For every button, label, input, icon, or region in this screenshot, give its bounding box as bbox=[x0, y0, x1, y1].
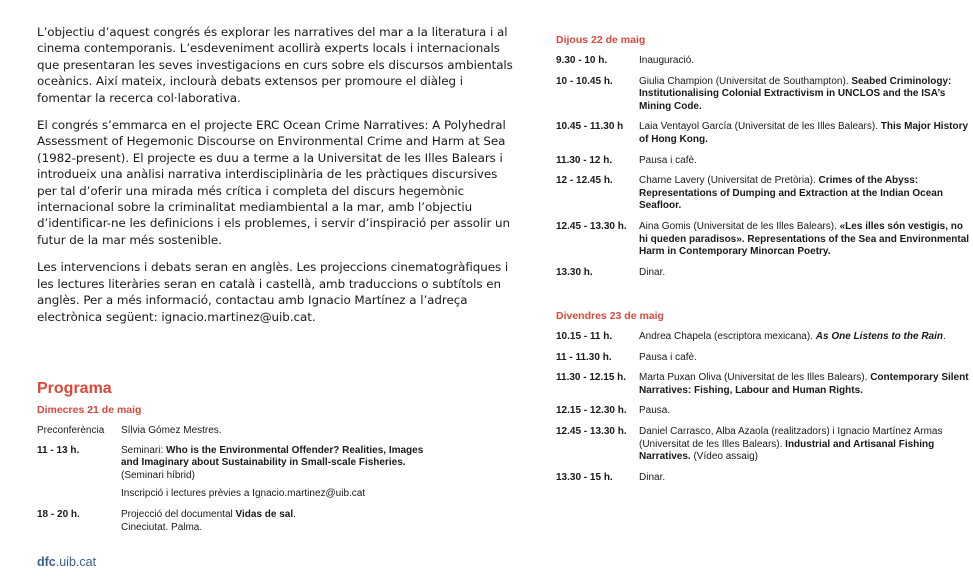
schedule-description: Seminari: Who is the Environmental Offender? Realities, Images and Imaginary about Sustainability in Small-scale Fisheries. (Seminari híbrid) bbox=[121, 444, 424, 481]
schedule-time: 10.15 - 11 h. bbox=[556, 331, 613, 342]
schedule-description: Aina Gomis (Universitat de les Illes Balears). «Les illes són vestigis, no hi queden paradisos». Representations of the Sea and Environmental Harm in Contemporary Minorcan Poetry. bbox=[639, 220, 970, 258]
schedule-description: Marta Puxan Oliva (Universitat de les Illes Balears). Contemporary Silent Narratives: Fishing, Labour and Human Rights. bbox=[639, 372, 969, 396]
schedule-row bbox=[556, 405, 971, 418]
schedule-description: Inauguració. bbox=[639, 55, 695, 66]
preconference-speaker: Sílvia Gómez Mestres. bbox=[121, 425, 222, 436]
footer-url-bold: dfc bbox=[37, 555, 56, 569]
schedule-row bbox=[556, 352, 971, 365]
schedule-row bbox=[556, 55, 971, 68]
schedule-time: 13.30 - 15 h. bbox=[556, 471, 613, 483]
registration-note: Inscripció i lectures prèvies a Ignacio.martinez@uib.cat bbox=[121, 488, 366, 500]
schedule-description: Charne Lavery (Universitat de Pretòria). Crimes of the Abyss: Representations of Dumping and Extraction at the Indian Ocean Seafloor. bbox=[639, 175, 943, 212]
schedule-row bbox=[556, 155, 971, 168]
schedule-time: 13.30 h. bbox=[556, 266, 593, 278]
schedule-time: 11 - 11.30 h. bbox=[556, 351, 612, 363]
schedule-description: Giulia Champion (Universitat de Southampton). Seabed Criminology: Institutionalising Colonial Extractivism in UNCLOS and the ISA’s Mining Code. bbox=[639, 75, 952, 112]
schedule-time: 12.45 - 13.30 h. bbox=[556, 220, 627, 232]
schedule-description: Dinar. bbox=[639, 471, 666, 483]
schedule-row bbox=[556, 267, 971, 280]
day-title-wednesday: Dimecres 21 de maig bbox=[37, 404, 142, 416]
schedule-time: 10 - 10.45 h. bbox=[556, 75, 613, 87]
friday-schedule bbox=[556, 310, 971, 484]
schedule-time: 9.30 - 10 h. bbox=[556, 55, 608, 66]
preconference-label: Preconferència bbox=[37, 425, 105, 436]
schedule-description: Pausa i cafè. bbox=[639, 154, 697, 166]
schedule-description: Laia Ventayol García (Universitat de les Illes Balears). This Major History of Hong Kong. bbox=[639, 121, 969, 145]
intro-paragraph-2: El congrés s’emmarca en el projecte ERC Ocean Crime Narratives: A Polyhedral Assessment of Hegemonic Discourse on Environmental Crime and Harm at Sea (1982-present). El projecte es duu a terme a la Universitat de les Illes Balears i introdueix una anàlisi narrativa interdisciplinària de les pràctiques discursives per tal d’oferir una mirada més crítica i completa del discurs hegemònic internacional sobre la criminalitat mediambiental a la mar, amb l’objectiu d’identificar-ne les definicions i els problemes, i servir d’inspiració per assolir un futur de la mar més sostenible. bbox=[37, 118, 511, 247]
schedule-row bbox=[556, 372, 971, 397]
schedule-description: Pausa i cafè. bbox=[639, 351, 697, 363]
schedule-time: 11.30 - 12.15 h. bbox=[556, 372, 627, 384]
schedule-time: 12.45 - 13.30 h. bbox=[556, 425, 627, 437]
schedule-row bbox=[37, 488, 437, 501]
schedule-row bbox=[556, 221, 971, 259]
schedule-row bbox=[556, 121, 971, 146]
schedule-time: 10.45 - 11.30 h bbox=[556, 121, 624, 133]
schedule-description: Andrea Chapela (escriptora mexicana). As One Listens to the Rain. bbox=[639, 331, 946, 342]
schedule-description: Daniel Carrasco, Alba Azaola (realitzadors) i Ignacio Martínez Armas (Universitat de les Illes Balears). Industrial and Artisanal Fishing Narratives. (Vídeo assaig) bbox=[639, 425, 943, 463]
schedule-time: 12 - 12.45 h. bbox=[556, 175, 613, 187]
schedule-description: Pausa. bbox=[639, 405, 671, 417]
thursday-schedule bbox=[556, 34, 971, 279]
intro-section bbox=[37, 24, 517, 336]
schedule-time: 18 - 20 h. bbox=[37, 508, 80, 520]
schedule-description: Projecció del documental Vidas de sal. Cineciutat. Palma. bbox=[121, 508, 296, 533]
schedule-row bbox=[37, 445, 437, 483]
day-title-friday: Divendres 23 de maig bbox=[556, 310, 664, 322]
schedule-row bbox=[37, 425, 437, 438]
schedule-time: 12.15 - 12.30 h. bbox=[556, 405, 627, 417]
footer-url-rest: .uib.cat bbox=[55, 555, 97, 569]
schedule-row bbox=[556, 331, 971, 344]
schedule-time: 11 - 13 h. bbox=[37, 444, 80, 456]
intro-paragraph-1: L’objectiu d’aquest congrés és explorar les narratives del mar a la literatura i al cinema contemporanis. L’esdeveniment acollirà experts locals i internacionals que presentaran les seves investigacions en curs sobre els discursos ambientals oceànics. Així mateix, inclourà debats extensos per promoure el diàleg i fomentar la recerca col·laborativa. bbox=[37, 25, 513, 105]
program-title: Programa bbox=[37, 380, 112, 397]
schedule-row bbox=[556, 175, 971, 213]
schedule-row bbox=[556, 76, 971, 114]
intro-paragraph-3: Les intervencions i debats seran en anglès. Les projeccions cinematogràfiques i les lectures literàries seran en català i castellà, amb traduccions o subtítols en anglès. Per a més informació, contactau amb Ignacio Martínez a l’adreça electrònica següent: ignacio.martinez@uib.cat. bbox=[37, 260, 509, 324]
schedule-description: Dinar. bbox=[639, 266, 666, 278]
schedule-row bbox=[556, 426, 971, 464]
schedule-row bbox=[556, 472, 971, 485]
day-title-thursday: Dijous 22 de maig bbox=[556, 34, 646, 46]
footer-url[interactable] bbox=[37, 555, 96, 569]
schedule-row bbox=[37, 509, 437, 534]
schedule-time: 11.30 - 12 h. bbox=[556, 154, 613, 166]
wednesday-schedule bbox=[37, 404, 437, 534]
